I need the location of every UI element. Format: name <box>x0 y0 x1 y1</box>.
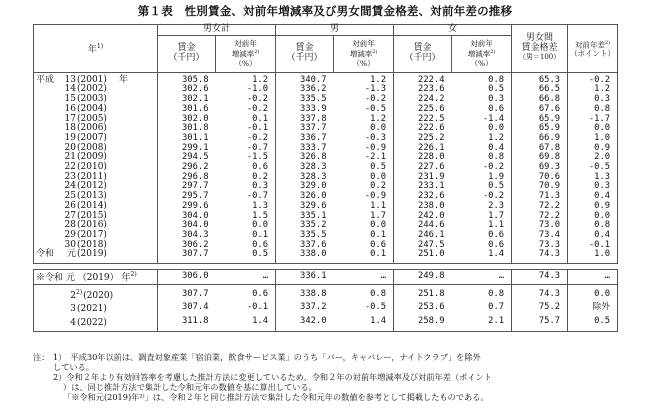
note-3-text: 「※令和元(2019)年²⁾」は、令和２年と同じ推計方法で集計した令和元年の数値を参考として掲載したものである。 <box>63 392 489 402</box>
male-header: 男 <box>276 25 394 36</box>
special-year <box>34 270 158 285</box>
year-cell <box>34 315 158 331</box>
note-1 <box>33 352 633 362</box>
gender-gap: 73.0 <box>512 221 568 231</box>
gap-diff: 0.9 <box>568 144 618 154</box>
year-number: 29 <box>64 229 76 240</box>
male-wage: 340.7 <box>300 74 327 85</box>
rate-sup: 2) <box>490 49 496 56</box>
gender-gap: 70.9 <box>512 182 568 192</box>
total-wage-header <box>158 35 216 72</box>
male-rate-header <box>334 35 394 72</box>
male-wage-header <box>276 35 334 72</box>
header-group-row <box>34 25 618 36</box>
rate-label-1: 対前年 <box>352 39 375 49</box>
note-2-text: 2）令和２年より有効回答率を考慮した推計方法に変更しているため、令和２年の対前年増減率及び対前年差（ポイント <box>53 372 492 382</box>
year-number: 2 <box>70 290 76 301</box>
total-rate: 0.6 <box>216 241 276 251</box>
year-number: 21 <box>64 152 76 163</box>
total-wage: 307.7 <box>158 250 216 263</box>
wage-label: 賃金 <box>177 43 196 53</box>
total-rate: -0.7 <box>216 144 276 154</box>
female-rate: 1.9 <box>452 173 512 183</box>
rate-unit: （%） <box>352 58 375 68</box>
gender-gap: 74.3 <box>512 284 568 301</box>
total-wage: 295.7 <box>158 192 216 202</box>
male-wage: 329.0 <box>300 181 327 192</box>
total-rate: 1.2 <box>216 72 276 85</box>
table-title: 第１表 性別賃金、対前年増減率及び男女間賃金格差、対前年差の推移 <box>137 4 513 18</box>
year-number: 27 <box>64 210 76 221</box>
special-male-wage: 336.1 <box>276 270 334 285</box>
female-rate: 0.8 <box>452 72 512 85</box>
female-rate: -0.2 <box>452 192 512 202</box>
year-number: 13 <box>64 74 76 85</box>
female-rate: 1.7 <box>452 212 512 222</box>
special-row <box>34 270 618 285</box>
male-wage: 333.7 <box>300 142 327 153</box>
year-ad: (2002) <box>77 84 107 95</box>
female-rate: 0.6 <box>452 105 512 115</box>
gender-gap: 69.8 <box>512 153 568 163</box>
male-rate: 0.2 <box>334 182 394 192</box>
female-wage: 226.1 <box>418 142 445 153</box>
year-number: 22 <box>64 162 76 173</box>
gap-diff: -0.2 <box>568 72 618 85</box>
year-ad: (2021) <box>77 304 107 315</box>
gender-gap: 75.2 <box>512 301 568 315</box>
male-wage: 337.7 <box>300 123 327 134</box>
year-ad: (2006) <box>77 123 107 134</box>
female-wage: 224.2 <box>418 94 445 105</box>
gender-gap: 65.3 <box>512 72 568 85</box>
male-wage: 333.9 <box>300 103 327 114</box>
note-1-text: 1） 平成30年以前は、調査対象産業「宿泊業，飲食サービス業」のうち「バー，キャバレー，ナイトクラブ」を除外 <box>53 352 481 362</box>
total-wage: 311.8 <box>158 315 216 331</box>
gap-diff: 0.3 <box>568 182 618 192</box>
year-number: 元 <box>66 249 76 260</box>
year-header <box>34 25 158 73</box>
female-rate: 0.3 <box>452 95 512 105</box>
total-rate: 0.1 <box>216 115 276 125</box>
total-rate: -0.2 <box>216 95 276 105</box>
female-rate: -1.4 <box>452 115 512 125</box>
male-wage: 335.1 <box>300 210 327 221</box>
gap-diff: 除外 <box>568 301 618 315</box>
year-number: 25 <box>64 191 76 202</box>
total-wage: 301.6 <box>158 105 216 115</box>
year-header-label: 年 <box>87 44 97 55</box>
male-wage: 336.7 <box>300 132 327 143</box>
female-wage: 223.6 <box>418 84 445 95</box>
total-rate: -1.0 <box>216 85 276 95</box>
diff-header <box>568 25 618 73</box>
female-wage: 246.1 <box>418 229 445 240</box>
male-rate: 0.0 <box>334 173 394 183</box>
gender-gap: 74.3 <box>512 250 568 263</box>
gap-diff: 0.4 <box>568 192 618 202</box>
wage-label: 賃金 <box>413 43 432 53</box>
diff-header-sup: 2) <box>604 39 611 46</box>
year-number: 15 <box>64 94 76 105</box>
gap-diff: 2.0 <box>568 153 618 163</box>
total-wage: 306.2 <box>158 241 216 251</box>
female-rate: 0.4 <box>452 144 512 154</box>
female-wage: 242.0 <box>418 210 445 221</box>
female-wage: 258.9 <box>394 315 452 331</box>
female-wage: 222.4 <box>418 74 445 85</box>
female-rate: 1.4 <box>452 250 512 263</box>
year-ad: (2015) <box>77 210 107 221</box>
total-wage: 297.7 <box>158 182 216 192</box>
note-1-cont: している。 <box>53 362 94 372</box>
female-wage: 244.6 <box>418 220 445 231</box>
year-ad: (2001) <box>77 74 107 85</box>
male-rate: -0.3 <box>334 134 394 144</box>
female-rate: 0.0 <box>452 124 512 134</box>
special-male-rate: … <box>334 270 394 285</box>
total-header: 男女計 <box>158 25 276 36</box>
gap-diff: 0.9 <box>568 202 618 212</box>
total-wage: 305.8 <box>158 72 216 85</box>
total-rate: 0.3 <box>216 182 276 192</box>
note-2-cont: ）は、同じ推計方法で集計した令和元年の数値を基に算出している。 <box>63 382 317 392</box>
year-ad: (2013) <box>77 191 107 202</box>
gap-diff: 0.8 <box>568 221 618 231</box>
total-rate: 0.5 <box>216 250 276 263</box>
total-wage: 304.0 <box>158 212 216 222</box>
year-ad: (2003) <box>77 94 107 105</box>
total-wage: 296.2 <box>158 163 216 173</box>
male-rate: 0.5 <box>334 163 394 173</box>
total-rate: -0.2 <box>216 105 276 115</box>
special-label: 令和 元 （2019） 年 <box>45 273 131 284</box>
year-ad: (2012) <box>77 181 107 192</box>
gender-gap: 65.9 <box>512 124 568 134</box>
male-rate: 0.6 <box>334 241 394 251</box>
total-wage: 296.8 <box>158 173 216 183</box>
male-wage: 337.6 <box>300 239 327 250</box>
total-wage: 307.4 <box>158 301 216 315</box>
gap-header-l3: （男＝100） <box>518 53 561 62</box>
gender-gap: 67.8 <box>512 144 568 154</box>
male-rate: -0.5 <box>334 105 394 115</box>
gap-diff: -0.5 <box>568 163 618 173</box>
female-wage: 231.9 <box>418 171 445 182</box>
total-wage: 301.8 <box>158 124 216 134</box>
year-number: 26 <box>64 200 76 211</box>
gender-gap: 66.9 <box>512 134 568 144</box>
year-number: 4 <box>70 318 76 329</box>
male-wage: 337.8 <box>300 113 327 124</box>
total-rate: 0.2 <box>216 173 276 183</box>
male-rate: -1.3 <box>334 85 394 95</box>
year-number: 28 <box>64 220 76 231</box>
gap-header-l1: 男女間 <box>526 32 554 43</box>
gap-header <box>512 25 568 73</box>
year-ad: (2019) <box>77 249 107 260</box>
table-row <box>34 315 618 331</box>
year-ad: (2016) <box>77 220 107 231</box>
female-header: 女 <box>394 25 512 36</box>
female-rate: 0.5 <box>452 85 512 95</box>
male-wage: 328.3 <box>300 171 327 182</box>
rate-unit: （%） <box>234 58 257 68</box>
year-number: 24 <box>64 181 76 192</box>
female-wage: 228.0 <box>418 152 445 163</box>
total-rate: -0.1 <box>216 124 276 134</box>
table-body-main <box>34 72 618 263</box>
wage-unit: （千円） <box>168 52 205 63</box>
era-label: 令和 <box>36 249 55 260</box>
special-total-rate: … <box>216 270 276 285</box>
gap-diff: 0.0 <box>568 124 618 134</box>
year-number: 20 <box>64 142 76 153</box>
gender-gap: 72.2 <box>512 202 568 212</box>
notes <box>33 352 633 402</box>
gap-diff: 0.5 <box>568 315 618 331</box>
female-rate: 0.8 <box>452 153 512 163</box>
gender-gap: 75.7 <box>512 315 568 331</box>
year-cell <box>34 301 158 315</box>
year-sup: 2) <box>76 288 83 296</box>
year-ad: (2004) <box>77 103 107 114</box>
male-rate: 1.2 <box>334 115 394 125</box>
total-wage: 294.5 <box>158 153 216 163</box>
year-ad: (2018) <box>77 239 107 250</box>
female-wage: 227.6 <box>418 162 445 173</box>
gap-diff: 0.4 <box>568 231 618 241</box>
male-wage: 337.2 <box>300 302 327 313</box>
female-wage: 225.6 <box>418 103 445 114</box>
female-wage: 222.5 <box>418 113 445 124</box>
rate-label-1: 対前年 <box>234 39 257 49</box>
gap-diff: -1.7 <box>568 115 618 125</box>
male-rate: -0.9 <box>334 192 394 202</box>
female-wage: 247.5 <box>418 239 445 250</box>
gap-diff: 0.0 <box>568 284 618 301</box>
total-wage: 299.6 <box>158 202 216 212</box>
female-wage: 233.1 <box>418 181 445 192</box>
year-suffix: 年 <box>119 74 129 85</box>
male-wage: 328.3 <box>300 162 327 173</box>
year-number: 17 <box>64 113 76 124</box>
female-wage: 253.6 <box>418 302 445 313</box>
table-row <box>34 301 618 315</box>
wage-unit: （千円） <box>404 52 441 63</box>
female-rate-header <box>452 35 512 72</box>
female-wage: 238.0 <box>418 200 445 211</box>
table-row <box>34 250 618 263</box>
year-number: 30 <box>64 239 76 250</box>
year-number: 3 <box>70 304 76 315</box>
year-ad: (2008) <box>77 142 107 153</box>
year-number: 19 <box>64 132 76 143</box>
year-ad: (2014) <box>77 200 107 211</box>
year-cell <box>34 284 158 301</box>
female-wage: 251.8 <box>418 288 445 299</box>
year-ad: (2020) <box>83 290 114 301</box>
male-rate: 0.1 <box>334 231 394 241</box>
male-wage: 335.5 <box>300 94 327 105</box>
special-mark: ※ <box>36 273 46 284</box>
total-wage: 304.3 <box>158 231 216 241</box>
gender-gap: 66.8 <box>512 95 568 105</box>
special-total-wage: 306.0 <box>158 270 216 285</box>
total-rate: -0.2 <box>216 134 276 144</box>
gender-gap: 70.6 <box>512 173 568 183</box>
gap-diff: 1.2 <box>568 85 618 95</box>
gender-gap: 71.3 <box>512 192 568 202</box>
year-number: 23 <box>64 171 76 182</box>
female-rate: 1.2 <box>452 134 512 144</box>
female-rate: 0.5 <box>452 182 512 192</box>
female-rate: 2.3 <box>452 202 512 212</box>
year-ad: (2017) <box>77 229 107 240</box>
table-body-special <box>34 264 618 285</box>
total-wage: 302.1 <box>158 95 216 105</box>
year-ad: (2022) <box>77 318 107 329</box>
male-rate: -0.9 <box>334 144 394 154</box>
special-sup: 2) <box>130 271 137 279</box>
table-row <box>34 284 618 301</box>
gap-diff: 0.8 <box>568 105 618 115</box>
female-wage: 232.6 <box>418 191 445 202</box>
male-wage: 336.2 <box>300 84 327 95</box>
rate-label-2: 増減率 <box>349 49 373 59</box>
wage-unit: （千円） <box>286 52 323 63</box>
male-rate: 0.0 <box>334 221 394 231</box>
female-rate: 0.6 <box>452 231 512 241</box>
table-body-after <box>34 284 618 331</box>
special-diff: … <box>568 270 618 285</box>
total-rate: 1.5 <box>216 212 276 222</box>
male-wage: 335.2 <box>300 220 327 231</box>
gap-diff: 1.3 <box>568 173 618 183</box>
gender-gap: 65.9 <box>512 115 568 125</box>
gap-diff: 1.0 <box>568 250 618 263</box>
female-rate: 0.8 <box>452 284 512 301</box>
female-rate: 0.7 <box>452 301 512 315</box>
rate-label-2: 増減率 <box>467 49 491 59</box>
total-rate: -0.1 <box>216 301 276 315</box>
year-ad: (2007) <box>77 132 107 143</box>
male-wage: 326.8 <box>300 152 327 163</box>
female-rate: 2.1 <box>452 315 512 331</box>
female-rate: 1.1 <box>452 221 512 231</box>
total-wage: 304.0 <box>158 221 216 231</box>
total-wage: 302.0 <box>158 115 216 125</box>
rate-sup: 2) <box>254 49 260 56</box>
total-wage: 307.7 <box>158 284 216 301</box>
male-rate: 1.1 <box>334 202 394 212</box>
gap-diff: 0.0 <box>568 212 618 222</box>
year-header-sup: 1) <box>96 42 104 50</box>
gender-gap: 67.6 <box>512 105 568 115</box>
female-wage: 222.6 <box>418 123 445 134</box>
year-cell <box>34 250 158 263</box>
female-wage: 251.0 <box>394 250 452 263</box>
special-female-wage: 249.8 <box>394 270 452 285</box>
year-ad: (2011) <box>77 171 107 182</box>
female-wage: 225.2 <box>418 132 445 143</box>
gender-gap: 69.3 <box>512 163 568 173</box>
male-wage: 342.0 <box>276 315 334 331</box>
total-rate: -1.5 <box>216 153 276 163</box>
year-number: 16 <box>64 103 76 114</box>
year-ad: (2009) <box>77 152 107 163</box>
rate-unit: （%） <box>470 58 493 68</box>
gender-gap: 73.4 <box>512 231 568 241</box>
female-rate: -0.2 <box>452 163 512 173</box>
year-ad: (2005) <box>77 113 107 124</box>
male-rate: 0.8 <box>334 284 394 301</box>
year-number: 14 <box>64 84 76 95</box>
female-rate: 0.6 <box>452 241 512 251</box>
era-label: 平成 <box>36 74 55 85</box>
gap-diff: 0.3 <box>568 95 618 105</box>
male-rate: -0.2 <box>334 95 394 105</box>
total-rate: 0.6 <box>216 163 276 173</box>
total-wage: 302.6 <box>158 85 216 95</box>
gender-gap: 73.3 <box>512 241 568 251</box>
total-wage: 301.1 <box>158 134 216 144</box>
gender-gap: 66.5 <box>512 85 568 95</box>
total-rate: 0.1 <box>216 231 276 241</box>
diff-header-l1: 対前年差 <box>574 40 605 50</box>
total-rate: 1.3 <box>216 202 276 212</box>
rate-label-1: 対前年 <box>470 39 493 49</box>
total-rate: 0.6 <box>216 284 276 301</box>
male-rate: 1.4 <box>334 315 394 331</box>
male-rate: -0.5 <box>334 301 394 315</box>
year-number: 18 <box>64 123 76 134</box>
gap-diff: 1.0 <box>568 134 618 144</box>
male-rate: 0.1 <box>334 250 394 263</box>
female-wage-header <box>394 35 452 72</box>
special-gap: 74.3 <box>512 270 568 285</box>
male-rate: 1.2 <box>334 72 394 85</box>
male-wage: 329.6 <box>300 200 327 211</box>
wage-label: 賃金 <box>295 43 314 53</box>
notes-label: 注： <box>33 352 50 362</box>
special-female-rate: … <box>452 270 512 285</box>
total-rate-header <box>216 35 276 72</box>
gap-diff: -0.1 <box>568 241 618 251</box>
year-ad: (2010) <box>77 162 107 173</box>
male-rate: -2.1 <box>334 153 394 163</box>
male-rate: 0.0 <box>334 124 394 134</box>
total-rate: 0.0 <box>216 221 276 231</box>
total-rate: -0.7 <box>216 192 276 202</box>
rate-sup: 2) <box>372 49 378 56</box>
total-rate: 1.4 <box>216 315 276 331</box>
male-wage: 338.8 <box>300 288 327 299</box>
wage-table <box>33 24 618 332</box>
rate-label-2: 増減率 <box>231 49 255 59</box>
male-wage: 338.0 <box>276 250 334 263</box>
total-wage: 299.1 <box>158 144 216 154</box>
male-rate: 1.7 <box>334 212 394 222</box>
male-wage: 335.5 <box>300 229 327 240</box>
diff-header-l2: （ポイント） <box>570 49 616 59</box>
gap-header-l2: 賃金格差 <box>521 42 558 53</box>
male-wage: 326.0 <box>300 191 327 202</box>
gender-gap: 72.2 <box>512 212 568 222</box>
